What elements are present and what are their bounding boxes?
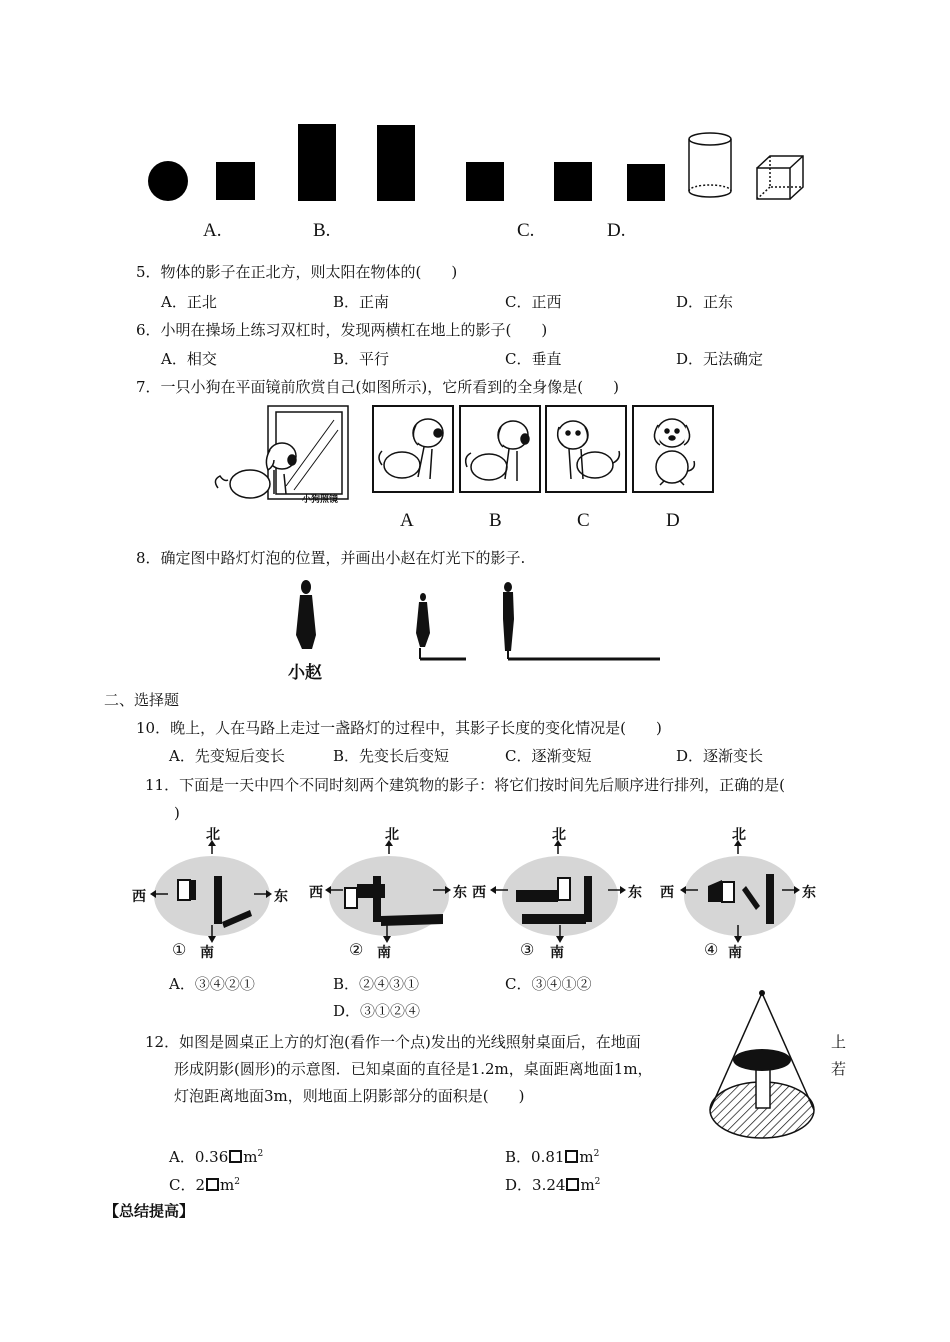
q12-line3: 灯泡距离地面3m，则地面上阴影部分的面积是( ) <box>174 1087 525 1105</box>
q12-option-b-unit: m <box>579 1148 594 1166</box>
sphere-shape <box>148 161 188 201</box>
q11-option-b[interactable]: B．②④③① <box>333 975 420 993</box>
q10-stem: 10．晚上，人在马路上走过一盏路灯的过程中，其影子长度的变化情况是( ) <box>136 719 662 737</box>
placeholder-box-icon <box>229 1150 242 1163</box>
q11-stem-line1: 11．下面是一天中四个不同时刻两个建筑物的影子：将它们按时间先后顺序进行排列，正确的是( <box>145 776 785 794</box>
shadow-panel-1 <box>130 827 290 965</box>
q7-stem: 7．一只小狗在平面镜前欣赏自己(如图所示)，它所看到的全身像是( ) <box>136 378 619 396</box>
q6-stem: 6．小明在操场上练习双杠时，发现两横杠在地上的影子( ) <box>136 321 548 339</box>
dog-label-d: D <box>666 510 680 531</box>
compass-north-1: 北 <box>206 827 220 843</box>
q12-option-b-value: B．0.81 <box>505 1148 565 1166</box>
q12-option-c[interactable] <box>169 1172 240 1195</box>
panel-number-1: ① <box>172 940 187 959</box>
dog-choice-c[interactable] <box>545 405 627 493</box>
compass-east-1: 东 <box>274 889 288 905</box>
compass-south-4: 南 <box>728 945 742 961</box>
q12-option-a[interactable] <box>169 1144 263 1167</box>
q10-option-c[interactable]: C．逐渐变短 <box>505 747 592 765</box>
mirror-caption: 小狗照镜 <box>302 495 339 505</box>
person-small <box>416 593 430 647</box>
q5-option-c[interactable]: C．正西 <box>505 293 562 311</box>
summary-heading: 【总结提高】 <box>104 1202 195 1220</box>
q12-option-c-exp: 2 <box>234 1177 240 1187</box>
table-top <box>733 1049 791 1071</box>
q11-option-a[interactable]: A．③④②① <box>169 975 255 993</box>
q5-stem: 5．物体的影子在正北方，则太阳在物体的( ) <box>136 263 458 281</box>
dog-mirror-icon <box>215 443 296 498</box>
dog-front-icon-d <box>634 407 712 491</box>
shadow-panel-3 <box>472 827 642 965</box>
square-shape-a <box>216 162 255 200</box>
q12-line2: 形成阴影(圆形)的示意图．已知桌面的直径是1.2m，桌面距离地面1m， <box>174 1060 653 1078</box>
compass-north-3: 北 <box>552 827 566 843</box>
dog-label-c: C <box>577 510 590 531</box>
dog-choice-d[interactable] <box>632 405 714 493</box>
placeholder-box-icon <box>565 1150 578 1163</box>
q6-option-a[interactable]: A．相交 <box>161 350 217 368</box>
q11-option-c[interactable]: C．③④①② <box>505 975 592 993</box>
compass-east-4: 东 <box>802 885 816 901</box>
compass-west-1: 西 <box>132 889 146 905</box>
compass-east-2: 东 <box>453 885 467 901</box>
q12-option-a-exp: 2 <box>257 1149 264 1159</box>
q10-option-b[interactable]: B．先变长后变短 <box>333 747 450 765</box>
q12-line2-tail: 若 <box>831 1060 847 1078</box>
dog-side-icon-b <box>461 407 539 491</box>
q12-option-d-unit: m <box>580 1176 595 1194</box>
dog-label-a: A <box>400 510 414 531</box>
square-shape-c2 <box>554 162 592 201</box>
q12-option-c-unit: m <box>220 1176 235 1194</box>
q12-option-a-unit: m <box>243 1148 258 1166</box>
q6-option-b[interactable]: B．平行 <box>333 350 390 368</box>
cylinder-shape <box>689 133 731 197</box>
q12-option-c-value: C．2 <box>169 1176 206 1194</box>
compass-west-4: 西 <box>660 885 674 901</box>
dog-side-icon-a <box>374 407 452 491</box>
q11-option-d[interactable]: D．③①②④ <box>333 1002 421 1020</box>
compass-south-1: 南 <box>200 945 214 961</box>
rect-shape-b2 <box>377 125 415 201</box>
q10-option-a[interactable]: A．先变短后变长 <box>169 747 285 765</box>
compass-north-4: 北 <box>732 827 746 843</box>
q12-option-a-value: A．0.36 <box>169 1148 229 1166</box>
panel-number-2: ② <box>349 940 364 959</box>
compass-south-3: 南 <box>550 945 564 961</box>
shape-label-c: C. <box>517 220 535 241</box>
panel-number-3: ③ <box>520 940 535 959</box>
dog-choice-b[interactable] <box>459 405 541 493</box>
q5-option-d[interactable]: D．正东 <box>676 293 734 311</box>
q11-stem-line2: ) <box>174 804 180 822</box>
shapes-svg <box>0 0 950 250</box>
shadow-panel-4 <box>660 827 820 965</box>
q5-option-a[interactable]: A．正北 <box>161 293 217 311</box>
compass-west-2: 西 <box>309 885 323 901</box>
q12-option-b[interactable] <box>505 1144 599 1167</box>
q6-option-c[interactable]: C．垂直 <box>505 350 562 368</box>
shape-label-b: B. <box>313 220 331 241</box>
compass-north-2: 北 <box>385 827 399 843</box>
q12-option-d-exp: 2 <box>594 1177 601 1187</box>
q12-option-d-value: D．3.24 <box>505 1176 566 1194</box>
lamp-table-figure <box>700 988 820 1148</box>
person-xiaozhao <box>296 580 316 649</box>
placeholder-box-icon <box>206 1178 219 1191</box>
mirror-frame <box>268 406 350 504</box>
section-heading: 二、选择题 <box>104 691 180 709</box>
q5-option-b[interactable]: B．正南 <box>333 293 390 311</box>
dog-choice-a[interactable] <box>372 405 454 493</box>
placeholder-box-icon <box>566 1178 579 1191</box>
panel-number-4: ④ <box>704 940 719 959</box>
q12-line1: 12．如图是圆桌正上方的灯泡(看作一个点)发出的光线照射桌面后，在地面 <box>145 1033 641 1051</box>
shadow-panel-2 <box>305 827 467 965</box>
dog-label-b: B <box>489 510 502 531</box>
person-label: 小赵 <box>288 663 322 683</box>
q10-option-d[interactable]: D．逐渐变长 <box>676 747 764 765</box>
streetlight-figure <box>0 575 950 695</box>
compass-east-3: 东 <box>628 885 642 901</box>
q8-stem: 8．确定图中路灯灯泡的位置，并画出小赵在灯光下的影子. <box>136 549 526 567</box>
cube-shape <box>757 156 803 199</box>
compass-west-3: 西 <box>472 885 486 901</box>
q12-line1-tail: 上 <box>831 1033 847 1051</box>
rect-shape-b1 <box>298 124 336 201</box>
shape-label-d: D. <box>607 220 626 241</box>
shape-label-a: A. <box>203 220 222 241</box>
dog-side-icon-c <box>547 407 625 491</box>
q12-option-b-exp: 2 <box>593 1149 600 1159</box>
person-man <box>503 582 514 651</box>
compass-south-2: 南 <box>377 945 391 961</box>
square-shape-d <box>627 164 665 201</box>
square-shape-c1 <box>466 162 504 201</box>
q12-option-d[interactable] <box>505 1172 600 1195</box>
q6-option-d[interactable]: D．无法确定 <box>676 350 764 368</box>
